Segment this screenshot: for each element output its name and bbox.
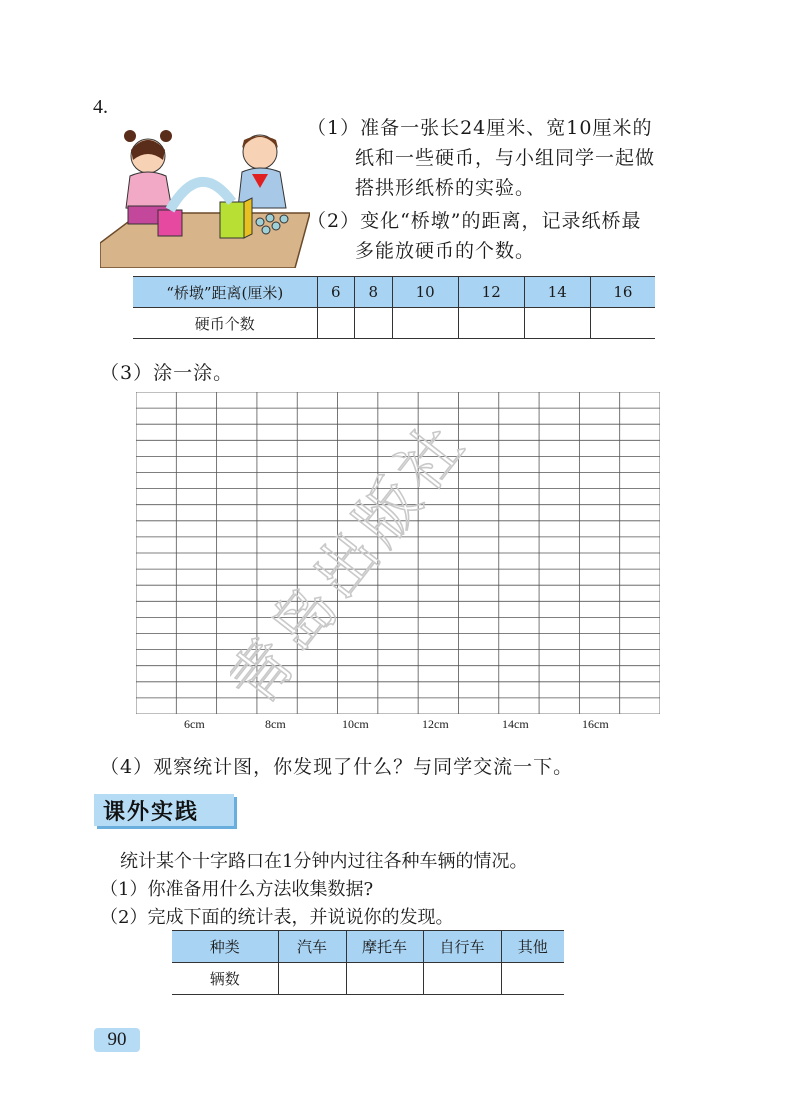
practice-question-2: （2）完成下面的统计表，并说说你的发现。	[100, 907, 454, 928]
header-6: 6	[317, 277, 355, 308]
coins-cell[interactable]	[317, 308, 355, 339]
coins-cell[interactable]	[590, 308, 655, 339]
bridge-distance-table	[133, 276, 655, 339]
table-header-row	[172, 931, 564, 963]
step-3-label: （3）涂一涂。	[100, 362, 234, 384]
step-1-line-1: （1）准备一张长24厘米、宽10厘米的	[307, 117, 653, 139]
header-other: 其他	[501, 931, 564, 963]
count-cell[interactable]	[423, 963, 501, 995]
header-16: 16	[590, 277, 655, 308]
header-12: 12	[458, 277, 524, 308]
header-car: 汽车	[278, 931, 346, 963]
grid-label-8cm: 8cm	[265, 717, 286, 731]
coins-cell[interactable]	[458, 308, 524, 339]
table-header-row	[133, 277, 655, 308]
grid-label-6cm: 6cm	[184, 717, 205, 731]
table-row	[172, 963, 564, 995]
practice-intro: 统计某个十字路口在1分钟内过往各种车辆的情况。	[120, 851, 528, 872]
step-1-line-3: 搭拱形纸桥的实验。	[355, 177, 536, 199]
header-distance: “桥墩”距离(厘米)	[133, 277, 317, 308]
count-cell[interactable]	[501, 963, 564, 995]
pink-block	[158, 210, 182, 236]
header-8: 8	[355, 277, 393, 308]
svg-text:青岛出版社: 青岛出版社	[230, 420, 482, 720]
coins-cell[interactable]	[355, 308, 393, 339]
header-10: 10	[392, 277, 458, 308]
coins-cell[interactable]	[524, 308, 590, 339]
step-2-line-1: （2）变化“桥墩”的距离，记录纸桥最	[307, 210, 642, 232]
grid-label-14cm: 14cm	[502, 717, 529, 731]
step-4-label: （4）观察统计图，你发现了什么？与同学交流一下。	[100, 756, 574, 778]
step-1-line-2: 纸和一些硬币，与小组同学一起做	[355, 147, 656, 169]
publisher-watermark	[230, 420, 590, 740]
count-cell[interactable]	[278, 963, 346, 995]
children-bridge-illustration	[100, 118, 310, 268]
count-cell[interactable]	[346, 963, 423, 995]
section-banner	[94, 794, 234, 826]
step-2-line-2: 多能放硬币的个数。	[355, 240, 536, 262]
section-title: 课外实践	[103, 800, 200, 825]
question-number: 4.	[93, 96, 108, 118]
table-row	[133, 308, 655, 339]
row-label-coins: 硬币个数	[133, 308, 317, 339]
header-14: 14	[524, 277, 590, 308]
grid-label-10cm: 10cm	[342, 717, 369, 731]
header-type: 种类	[172, 931, 278, 963]
green-block	[220, 202, 244, 238]
grid-label-12cm: 12cm	[422, 717, 449, 731]
header-bicycle: 自行车	[423, 931, 501, 963]
header-motorcycle: 摩托车	[346, 931, 423, 963]
practice-question-1: （1）你准备用什么方法收集数据?	[100, 879, 374, 900]
coins-cell[interactable]	[392, 308, 458, 339]
vehicle-count-table	[172, 930, 564, 995]
page-number: 90	[94, 1028, 140, 1052]
row-label-count: 辆数	[172, 963, 278, 995]
grid-label-16cm: 16cm	[582, 717, 609, 731]
girl-body	[126, 172, 172, 210]
